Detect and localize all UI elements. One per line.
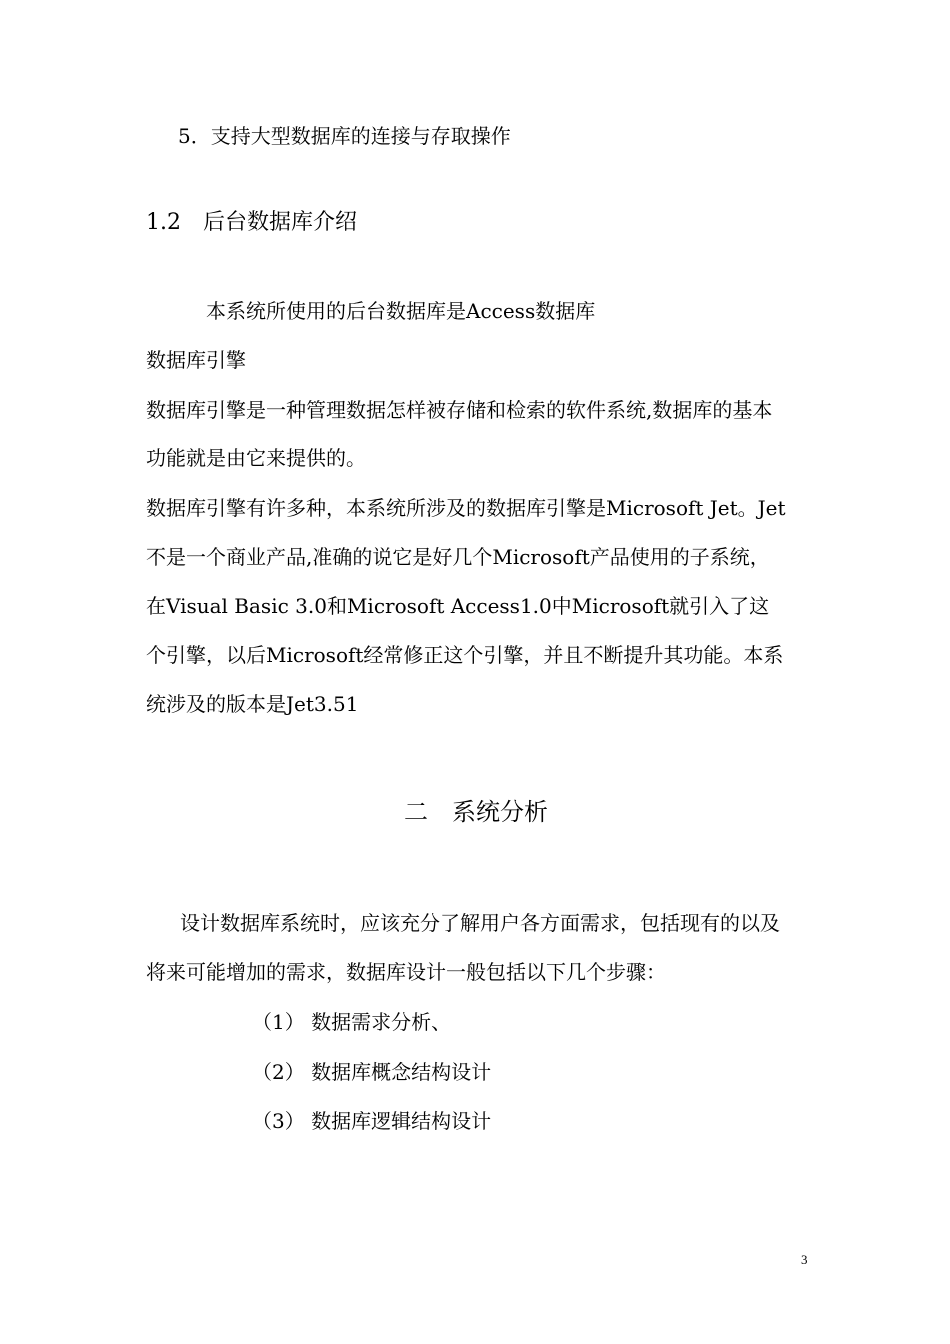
- paragraph-line: 数据库引擎有许多种，本系统所涉及的数据库引擎是Microsoft Jet。Jet: [146, 496, 786, 520]
- paragraph-line: 将来可能增加的需求，数据库设计一般包括以下几个步骤：: [146, 960, 666, 984]
- paragraph-line: 统涉及的版本是Jet3.51: [146, 692, 359, 716]
- list-item-5: 5．支持大型数据库的连接与存取操作: [178, 124, 511, 148]
- step-item-1: （1） 数据需求分析、: [252, 1010, 452, 1034]
- paragraph-line: 本系统所使用的后台数据库是Access数据库: [206, 299, 596, 323]
- section-heading-1-2: 1.2 后台数据库介绍: [146, 210, 357, 235]
- page-number: 3: [801, 1252, 808, 1267]
- subheading-engine: 数据库引擎: [146, 348, 246, 372]
- paragraph-line: 设计数据库系统时，应该充分了解用户各方面需求，包括现有的以及: [180, 911, 780, 935]
- paragraph-line: 功能就是由它来提供的。: [146, 446, 366, 470]
- paragraph-line: 不是一个商业产品,准确的说它是好几个Microsoft产品使用的子系统，: [146, 545, 770, 569]
- step-item-3: （3） 数据库逻辑结构设计: [252, 1109, 492, 1133]
- paragraph-line: 个引擎，以后Microsoft经常修正这个引擎，并且不断提升其功能。本系: [146, 643, 784, 667]
- chapter-heading: 二 系统分析: [404, 798, 548, 826]
- paragraph-line: 在Visual Basic 3.0和Microsoft Access1.0中Microsoft就引入了这: [146, 594, 770, 618]
- step-item-2: （2） 数据库概念结构设计: [252, 1060, 492, 1084]
- paragraph-line: 数据库引擎是一种管理数据怎样被存储和检索的软件系统,数据库的基本: [146, 398, 773, 422]
